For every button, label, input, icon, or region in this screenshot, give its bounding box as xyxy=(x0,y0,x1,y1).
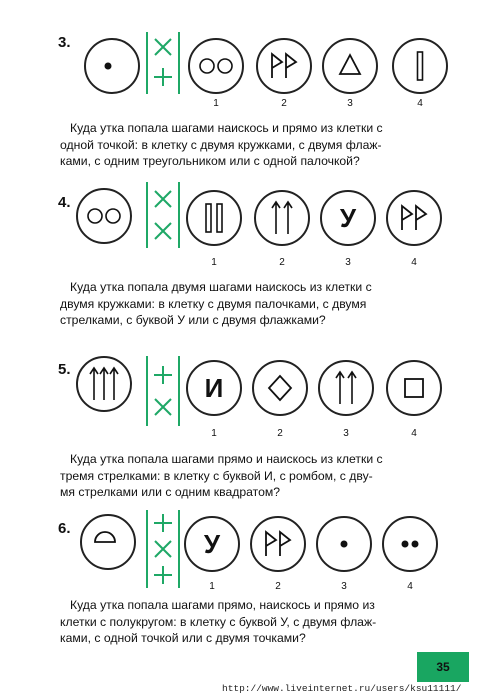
start-cell-three-arrows xyxy=(76,356,132,412)
two-flags-icon xyxy=(252,518,304,570)
dot-icon xyxy=(402,541,409,548)
dot-icon xyxy=(105,63,112,70)
straight-step-icon xyxy=(152,512,174,534)
steps-straight-diagonal-straight xyxy=(146,510,180,588)
option-label: 4 xyxy=(411,428,417,439)
two-sticks-icon xyxy=(188,192,240,244)
small-circle-icon xyxy=(200,59,214,73)
straight-step-icon xyxy=(152,364,174,386)
question-line: ками, с одной точкой или с двумя точками? xyxy=(60,631,306,645)
question-line: клетки с полукругом: в клетку с буквой У, с двумя флаж- xyxy=(60,614,377,629)
option-letter-u[interactable] xyxy=(184,516,240,572)
letter-u: У xyxy=(203,528,221,559)
straight-step-icon xyxy=(152,564,174,586)
question-line: двумя кружками: в клетку с двумя палочками, с двумя xyxy=(60,296,367,311)
question-line: стрелками, с буквой У или с двумя флажками? xyxy=(60,313,326,327)
option-label: 1 xyxy=(211,428,217,439)
steps-two-diagonal xyxy=(146,182,180,248)
page-number-badge xyxy=(417,652,469,682)
option-two-flags[interactable] xyxy=(250,516,306,572)
question-line: Куда утка попала шагами наискось и прямо из клетки с xyxy=(70,121,383,135)
small-circle-icon xyxy=(88,209,102,223)
option-rhombus[interactable] xyxy=(252,360,308,416)
triangle-icon xyxy=(324,40,376,92)
diagonal-step-icon xyxy=(152,220,174,242)
option-label: 4 xyxy=(417,98,423,109)
option-two-arrows[interactable] xyxy=(254,190,310,246)
option-label: 4 xyxy=(407,581,413,592)
diagonal-step-icon xyxy=(152,36,174,58)
option-label: 2 xyxy=(281,98,287,109)
option-two-dots[interactable] xyxy=(382,516,438,572)
question-line: Куда утка попала шагами прямо, наискось и прямо из xyxy=(70,598,375,612)
letter-u: У xyxy=(339,202,357,233)
three-arrows-icon xyxy=(78,358,130,410)
dot-icon xyxy=(412,541,419,548)
semicircle-icon xyxy=(82,516,134,568)
option-two-flags[interactable] xyxy=(386,190,442,246)
two-flags-icon xyxy=(258,40,310,92)
option-letter-u[interactable] xyxy=(320,190,376,246)
option-triangle[interactable] xyxy=(322,38,378,94)
question-line: одной точкой: в клетку с двумя кружками, с двумя флаж- xyxy=(60,137,382,152)
task-number: 6. xyxy=(58,520,71,537)
option-label: 2 xyxy=(277,428,283,439)
option-one-stick[interactable] xyxy=(392,38,448,94)
option-label: 3 xyxy=(341,581,347,592)
diagonal-step-icon xyxy=(152,538,174,560)
option-two-flags[interactable] xyxy=(256,38,312,94)
option-label: 3 xyxy=(343,428,349,439)
source-url[interactable]: http://www.liveinternet.ru/users/ksu11111/ xyxy=(222,683,462,694)
task-number: 5. xyxy=(58,361,71,378)
option-label: 1 xyxy=(209,581,215,592)
option-label: 4 xyxy=(411,257,417,268)
question-line: Куда утка попала шагами прямо и наискось из клетки с xyxy=(70,452,383,466)
steps-straight-diagonal xyxy=(146,356,180,426)
question-text xyxy=(60,597,452,647)
option-label: 3 xyxy=(347,98,353,109)
question-line: мя стрелками или с одним квадратом? xyxy=(60,485,280,499)
two-arrows-icon xyxy=(256,192,308,244)
option-label: 1 xyxy=(211,257,217,268)
question-line: тремя стрелками: в клетку с буквой И, с ромбом, с дву- xyxy=(60,468,373,483)
diagonal-step-icon xyxy=(152,188,174,210)
start-cell-semicircle xyxy=(80,514,136,570)
stick-icon xyxy=(394,40,446,92)
square-icon xyxy=(388,362,440,414)
option-two-arrows[interactable] xyxy=(318,360,374,416)
question-line: ками, с одним треугольником или с одной палочкой? xyxy=(60,154,360,168)
task-number: 4. xyxy=(58,194,71,211)
option-two-sticks[interactable] xyxy=(186,190,242,246)
start-cell-one-dot xyxy=(84,38,140,94)
steps-diagonal-straight xyxy=(146,32,180,94)
option-label: 2 xyxy=(275,581,281,592)
option-label: 1 xyxy=(213,98,219,109)
dot-icon xyxy=(341,541,348,548)
page-number: 35 xyxy=(436,660,450,674)
option-one-dot[interactable] xyxy=(316,516,372,572)
option-two-circles[interactable] xyxy=(188,38,244,94)
small-circle-icon xyxy=(106,209,120,223)
letter-i: И xyxy=(204,372,224,403)
question-text xyxy=(60,120,452,170)
option-square[interactable] xyxy=(386,360,442,416)
option-letter-i[interactable] xyxy=(186,360,242,416)
rhombus-icon xyxy=(254,362,306,414)
straight-step-icon xyxy=(152,66,174,88)
task-number: 3. xyxy=(58,34,71,51)
option-label: 2 xyxy=(279,257,285,268)
small-circle-icon xyxy=(218,59,232,73)
diagonal-step-icon xyxy=(152,396,174,418)
question-text xyxy=(60,451,452,501)
question-text xyxy=(60,279,452,329)
two-arrows-icon xyxy=(320,362,372,414)
question-line: Куда утка попала двумя шагами наискось из клетки с xyxy=(70,280,372,294)
start-cell-two-circles xyxy=(76,188,132,244)
option-label: 3 xyxy=(345,257,351,268)
two-flags-icon xyxy=(388,192,440,244)
